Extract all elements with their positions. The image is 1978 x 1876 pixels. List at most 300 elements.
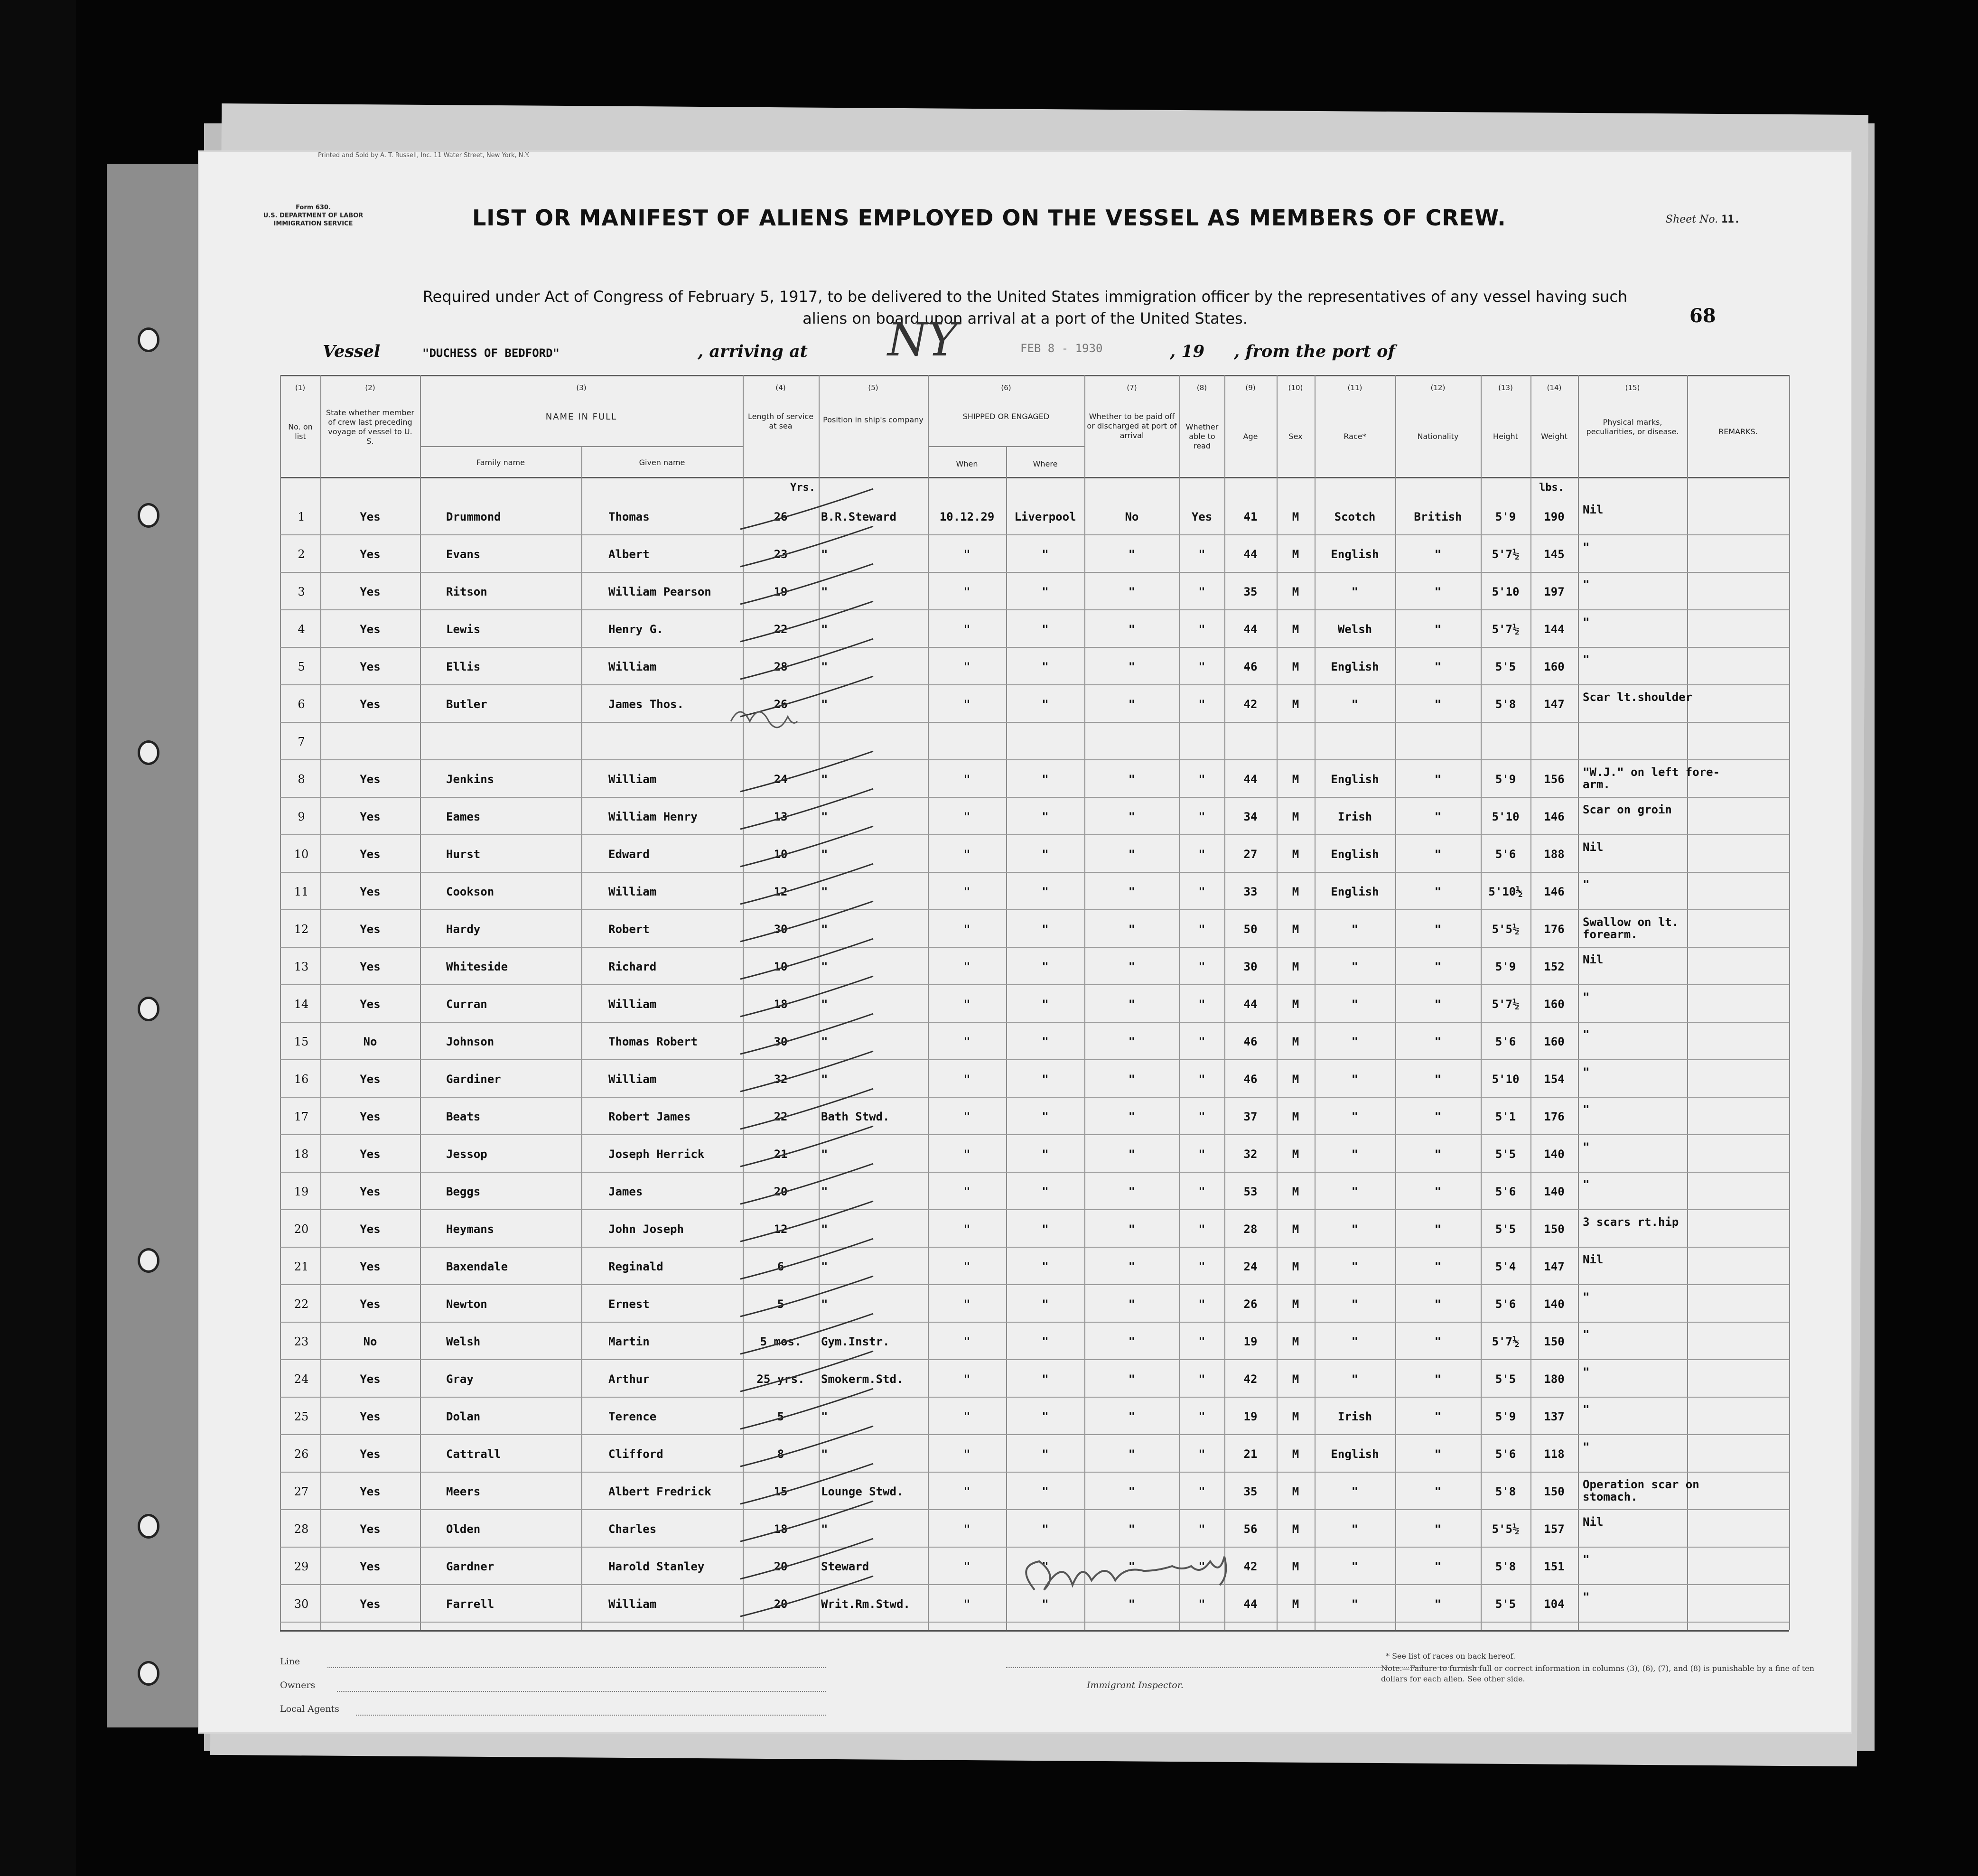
cell-age: 46 [1243,1073,1258,1086]
cell-service: 22 [774,623,788,636]
cell-when: " [963,698,970,711]
cell-paid: No [1125,510,1139,523]
cell-nat: " [1434,1447,1442,1461]
vessel-label: Vessel [323,342,381,361]
cell-no: 4 [298,623,305,636]
cell-read: " [1198,1372,1205,1386]
cell-read: " [1198,1148,1205,1161]
cell-no: 2 [298,548,305,561]
cell-age: 44 [1243,1597,1258,1611]
header-able-to-read: Whether able to read [1185,422,1219,450]
cell-race: Scotch [1334,510,1376,523]
cell-paid: " [1128,1148,1136,1161]
printer-line: Printed and Sold by A. T. Russell, Inc. 11 Water Street, New York, N.Y. [318,152,530,159]
cell-paid: " [1128,1035,1136,1048]
cell-when: " [963,773,970,786]
cell-family: Jenkins [446,773,494,786]
cell-prev: Yes [360,773,381,786]
cell-prev: Yes [360,960,381,973]
cell-read: " [1198,1185,1205,1198]
cell-age: 44 [1243,623,1258,636]
cell-weight: 145 [1544,548,1565,561]
cell-given: Arthur [608,1372,650,1386]
cell-prev: Yes [360,1485,381,1498]
cell-family: Eames [446,810,481,823]
cell-prev: Yes [360,1110,381,1123]
cell-family: Hurst [446,848,481,861]
cell-given: Joseph Herrick [608,1148,705,1161]
cell-given: Albert [608,548,650,561]
cell-age: 42 [1243,1372,1258,1386]
cell-given: Albert Fredrick [608,1485,711,1498]
cell-position: " [821,1185,828,1198]
cell-sex: M [1292,773,1299,786]
cell-given: William [608,1597,657,1611]
cell-position: " [821,1148,828,1161]
cell-where: " [1042,1297,1049,1311]
cell-service: 5 [777,1410,784,1423]
cell-where: " [1042,1223,1049,1236]
check-stroke [740,1051,873,1092]
cell-height: 5'8 [1495,698,1516,711]
cell-service: 24 [774,773,788,786]
header-where: Where [1033,459,1058,468]
check-stroke [740,1314,873,1354]
cell-prev: Yes [360,585,381,598]
cell-height: 5'6 [1495,1035,1516,1048]
cell-nat: " [1434,1297,1442,1311]
cell-read: " [1198,1485,1205,1498]
cell-sex: M [1292,623,1299,636]
cell-prev: Yes [360,548,381,561]
cell-sex: M [1292,1447,1299,1461]
cell-read: " [1198,548,1205,561]
cell-family: Whiteside [446,960,508,973]
cell-weight: 176 [1544,1110,1565,1123]
cell-prev: Yes [360,1148,381,1161]
cell-nat: " [1434,1223,1442,1236]
cell-height: 5'5 [1495,660,1516,673]
cell-when: " [963,960,970,973]
check-stroke [740,1351,873,1391]
cell-position: " [821,1223,828,1236]
header-physical-marks: Physical marks, peculiarities, or disease. [1586,418,1679,436]
owners-label: Owners [280,1680,316,1690]
cell-where: " [1042,1110,1049,1123]
col-num-3: (3) [576,383,587,392]
from-port-label: , from the port of [1234,342,1395,361]
cell-paid: " [1128,773,1136,786]
cell-family: Johnson [446,1035,494,1048]
cell-position: " [821,585,828,598]
cell-height: 5'6 [1495,1297,1516,1311]
cell-paid: " [1128,1560,1136,1573]
cell-position: " [821,848,828,861]
cell-service: 26 [774,510,788,523]
cell-paid: " [1128,1447,1136,1461]
cell-paid: " [1128,1372,1136,1386]
cell-height: 5'7½ [1492,1335,1520,1348]
cell-position: " [821,1035,828,1048]
header-given-name: Given name [639,458,685,467]
cell-age: 35 [1243,1485,1258,1498]
cell-position: " [821,923,828,936]
cell-weight: 150 [1544,1223,1565,1236]
cell-when: " [963,1185,970,1198]
cell-marks: Nil [1583,1253,1604,1266]
cell-nat: " [1434,1185,1442,1198]
cell-prev: Yes [360,848,381,861]
cell-when: " [963,923,970,936]
cell-given: Martin [608,1335,650,1348]
cell-race: " [1351,1110,1359,1123]
cell-when: " [963,548,970,561]
cell-position: " [821,698,828,711]
cell-height: 5'5 [1495,1148,1516,1161]
cell-race: Irish [1337,1410,1372,1423]
cell-weight: 137 [1544,1410,1565,1423]
cell-age: 44 [1243,548,1258,561]
cell-service: 21 [774,1148,788,1161]
header-shipped-engaged: SHIPPED OR ENGAGED [962,412,1050,421]
check-stroke [740,639,873,679]
cell-paid: " [1128,1110,1136,1123]
cell-position: Lounge Stwd. [821,1485,904,1498]
cell-when: " [963,1223,970,1236]
header-when: When [956,459,978,468]
cell-read: " [1198,1560,1205,1573]
cell-given: Terence [608,1410,657,1423]
date-stamp: FEB 8 - 1930 [1020,342,1103,355]
header-length-service: Length of service at sea [747,412,814,430]
department-label: U.S. DEPARTMENT OF LABOR [263,212,364,219]
cell-read: " [1198,1260,1205,1273]
check-stroke [740,601,873,642]
cell-nat: British [1414,510,1462,523]
cell-read: " [1198,1110,1205,1123]
cell-no: 26 [294,1447,309,1461]
cell-height: 5'5 [1495,1372,1516,1386]
cell-family: Gray [446,1372,474,1386]
cell-where: " [1042,1447,1049,1461]
cell-height: 5'5 [1495,1223,1516,1236]
pounds-unit: lbs. [1539,482,1564,494]
cell-where: " [1042,1485,1049,1498]
cell-where: " [1042,960,1049,973]
cell-given: Harold Stanley [608,1560,705,1573]
cell-family: Cookson [446,885,494,898]
cell-family: Newton [446,1297,487,1311]
cell-paid: " [1128,1073,1136,1086]
cell-weight: 146 [1544,810,1565,823]
cell-paid: " [1128,810,1136,823]
header-paid-off: Whether to be paid off or discharged at port of arrival [1087,412,1177,440]
cell-prev: Yes [360,885,381,898]
col-num-13: (13) [1498,383,1513,392]
cell-marks: " [1583,1590,1590,1604]
check-stroke [740,939,873,979]
cell-where: " [1042,773,1049,786]
cell-where: " [1042,1073,1049,1086]
page-number: 68 [1689,305,1716,327]
service-label: IMMIGRATION SERVICE [273,220,353,227]
cell-weight: 150 [1544,1485,1565,1498]
cell-paid: " [1128,848,1136,861]
cell-read: " [1198,998,1205,1011]
cell-service: 20 [774,1597,788,1611]
cell-weight: 160 [1544,998,1565,1011]
cell-where: " [1042,1372,1049,1386]
cell-sex: M [1292,1223,1299,1236]
header-position: Position in ship's company [823,415,924,424]
cell-prev: Yes [360,1297,381,1311]
cell-prev: Yes [360,623,381,636]
cell-position: " [821,810,828,823]
cell-when: " [963,1522,970,1536]
cell-read: " [1198,810,1205,823]
arriving-label: , arriving at [698,342,808,361]
check-stroke [740,1201,873,1241]
cell-where: " [1042,698,1049,711]
cell-weight: 144 [1544,623,1565,636]
handwritten-marks [199,152,1851,1732]
cell-no: 8 [298,773,305,786]
check-stroke [740,489,873,529]
cell-when: " [963,1260,970,1273]
cell-race: " [1351,923,1359,936]
cell-marks: " [1583,990,1590,1004]
cell-family: Olden [446,1522,481,1536]
cell-position: Steward [821,1560,869,1573]
cell-race: English [1331,1447,1379,1461]
cell-weight: 150 [1544,1335,1565,1348]
check-stroke [740,1426,873,1466]
cell-given: William Pearson [608,585,711,598]
cell-no: 20 [294,1223,309,1236]
cell-service: 5 [777,1297,784,1311]
cell-sex: M [1292,1297,1299,1311]
cell-when: " [963,1110,970,1123]
cell-when: " [963,1035,970,1048]
cell-sex: M [1292,810,1299,823]
cell-given: Richard [608,960,657,973]
cell-weight: 140 [1544,1148,1565,1161]
cell-position: " [821,998,828,1011]
cell-read: " [1198,885,1205,898]
cell-no: 6 [298,698,305,711]
page-title: LIST OR MANIFEST OF ALIENS EMPLOYED ON THE VESSEL AS MEMBERS OF CREW. [472,205,1506,231]
subtitle-line-2: aliens on board upon arrival at a port of the United States. [802,309,1248,328]
cell-sex: M [1292,585,1299,598]
cell-paid: " [1128,623,1136,636]
cell-no: 14 [294,998,309,1011]
cell-paid: " [1128,998,1136,1011]
cell-nat: " [1434,1035,1442,1048]
cell-height: 5'9 [1495,510,1516,523]
cell-read: " [1198,660,1205,673]
cell-prev: Yes [360,1560,381,1573]
cell-paid: " [1128,1335,1136,1348]
cell-position: " [821,548,828,561]
cell-age: 42 [1243,698,1258,711]
cell-nat: " [1434,1073,1442,1086]
cell-where: Liverpool [1014,510,1076,523]
cell-height: 5'7½ [1492,998,1520,1011]
header-remarks: REMARKS. [1718,427,1758,436]
cell-service: 15 [774,1485,788,1498]
cell-marks: " [1583,878,1590,891]
col-num-14: (14) [1547,383,1562,392]
cell-given: Thomas Robert [608,1035,698,1048]
binder-hole [138,503,159,528]
cell-when: " [963,1148,970,1161]
cell-sex: M [1292,848,1299,861]
cell-marks: " [1583,616,1590,629]
cell-family: Butler [446,698,487,711]
cell-service: 10 [774,848,788,861]
cell-given: Clifford [608,1447,663,1461]
cell-no: 13 [294,960,309,973]
cell-race: Welsh [1337,623,1372,636]
cell-read: " [1198,923,1205,936]
col-num-5: (5) [868,383,878,392]
col-num-4: (4) [775,383,786,392]
cell-weight: 160 [1544,1035,1565,1048]
cell-nat: " [1434,1260,1442,1273]
cell-marks: " [1583,1065,1590,1079]
cell-where: " [1042,623,1049,636]
cell-nat: " [1434,848,1442,861]
cell-when: " [963,1410,970,1423]
cell-family: Evans [446,548,481,561]
cell-when: " [963,848,970,861]
cell-where: " [1042,810,1049,823]
cell-race: Irish [1337,810,1372,823]
cell-prev: Yes [360,660,381,673]
cell-paid: " [1128,1597,1136,1611]
cell-no: 24 [294,1372,309,1386]
manifest-page [199,152,1851,1732]
cell-age: 56 [1243,1522,1258,1536]
cell-height: 5'10 [1492,1073,1520,1086]
cell-no: 25 [294,1410,309,1423]
cell-when: " [963,998,970,1011]
header-age: Age [1243,432,1258,441]
check-stroke [740,1539,873,1579]
cell-when: " [963,1335,970,1348]
cell-race: " [1351,1035,1359,1048]
cell-race: " [1351,1560,1359,1573]
cell-family: Beats [446,1110,481,1123]
check-stroke [740,1389,873,1429]
cell-height: 5'6 [1495,1185,1516,1198]
cell-no: 28 [294,1522,309,1536]
cell-when: " [963,660,970,673]
cell-service: 26 [774,698,788,711]
cell-read: " [1198,1410,1205,1423]
cell-weight: 151 [1544,1560,1565,1573]
cell-service: 30 [774,923,788,936]
cell-family: Welsh [446,1335,481,1348]
cell-family: Ritson [446,585,487,598]
col-num-15: (15) [1625,383,1640,392]
cell-no: 17 [294,1110,309,1123]
cell-read: " [1198,960,1205,973]
cell-weight: 190 [1544,510,1565,523]
header-weight: Weight [1541,432,1567,441]
cell-marks: Scar on groin [1583,803,1672,816]
cell-age: 19 [1243,1335,1258,1348]
cell-paid: " [1128,1485,1136,1498]
cell-nat: " [1434,698,1442,711]
cell-sex: M [1292,1560,1299,1573]
penalty-note: Note.—Failure to furnish full or correct information in columns (3), (6), (7), and (8) is punishable by a fine of ten dollars for each alien. See other side. [1381,1664,1815,1684]
cell-marks: Scar lt.shoulder [1583,691,1693,704]
cell-weight: 147 [1544,698,1565,711]
cell-given: Robert [608,923,650,936]
cell-family: Jessop [446,1148,487,1161]
cell-position: " [821,1522,828,1536]
agents-blank [356,1714,826,1716]
cell-given: James Thos. [608,698,684,711]
header-name-in-full: NAME IN FULL [545,412,617,422]
cell-paid: " [1128,548,1136,561]
cell-no: 19 [294,1185,309,1198]
cell-where: " [1042,1035,1049,1048]
cell-prev: Yes [360,923,381,936]
cell-when: " [963,1485,970,1498]
cell-race: " [1351,585,1359,598]
cell-marks: Nil [1583,503,1604,516]
cell-nat: " [1434,623,1442,636]
col-num-7: (7) [1127,383,1137,392]
cell-when: " [963,585,970,598]
cell-marks: " [1583,1328,1590,1341]
cell-marks: " [1583,1440,1590,1454]
cell-family: Ellis [446,660,481,673]
cell-position: " [821,660,828,673]
cell-age: 33 [1243,885,1258,898]
header-family-name: Family name [476,458,525,467]
cell-service: 5 mos. [760,1335,802,1348]
cell-service: 18 [774,998,788,1011]
check-stroke [740,976,873,1017]
cell-read: Yes [1191,510,1213,523]
check-strokes [740,489,873,1616]
cell-sex: M [1292,1335,1299,1348]
cell-prev: Yes [360,810,381,823]
cell-sex: M [1292,1372,1299,1386]
cell-sex: M [1292,548,1299,561]
cell-where: " [1042,1148,1049,1161]
cell-read: " [1198,698,1205,711]
cell-read: " [1198,1223,1205,1236]
cell-race: " [1351,1260,1359,1273]
cell-service: 30 [774,1035,788,1048]
col-num-6: (6) [1001,383,1011,392]
cell-nat: " [1434,960,1442,973]
year-label: , 19 [1170,342,1205,361]
binder-hole [138,327,159,352]
cell-paid: " [1128,1297,1136,1311]
cell-prev: Yes [360,998,381,1011]
cell-read: " [1198,1073,1205,1086]
cell-height: 5'8 [1495,1560,1516,1573]
cell-when: " [963,810,970,823]
cell-sex: M [1292,998,1299,1011]
line-label: Line [280,1656,300,1667]
cell-race: " [1351,1223,1359,1236]
